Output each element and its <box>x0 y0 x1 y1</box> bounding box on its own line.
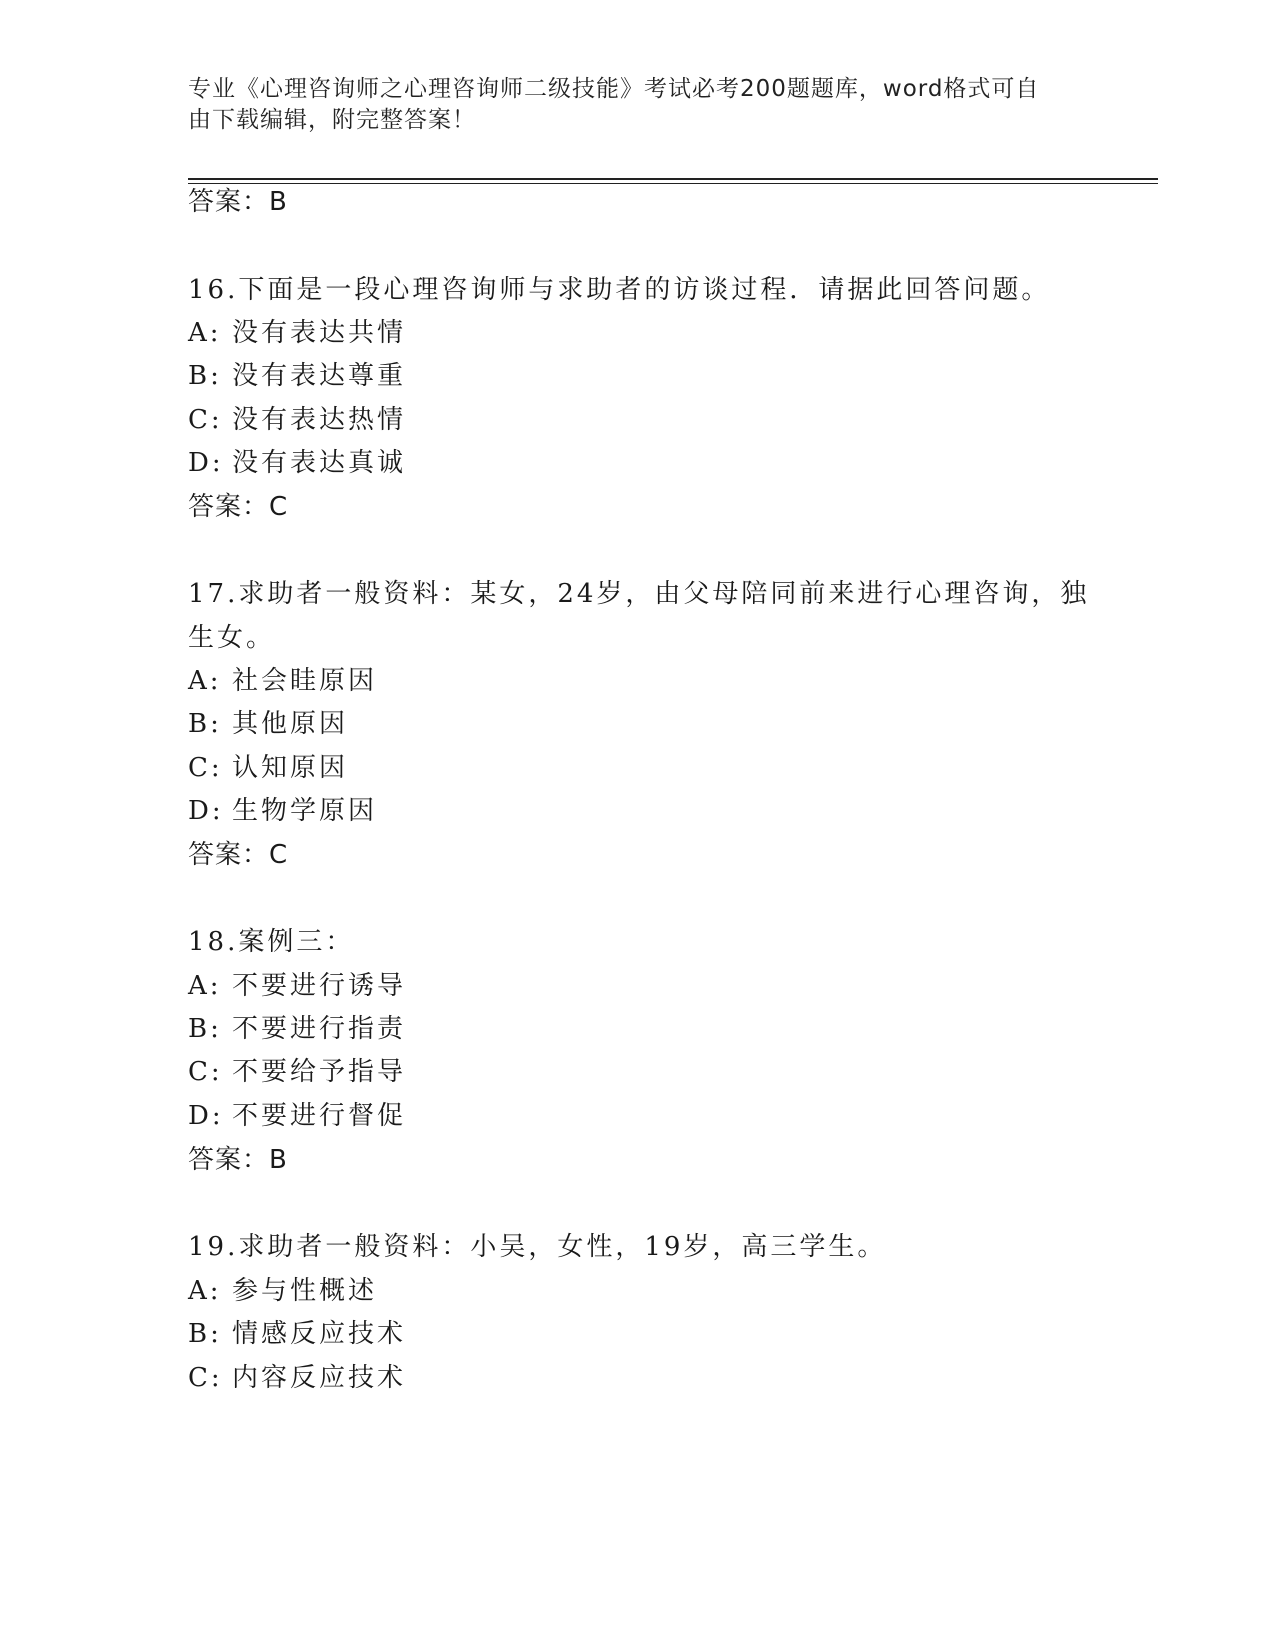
option-text: 不要进行督促 <box>232 1101 407 1131</box>
question-19-stem: 19.求助者一般资料：小吴，女性，19岁，高三学生。 <box>188 1232 887 1262</box>
question-18-option-c <box>188 1054 406 1090</box>
option-key: A: <box>188 318 222 348</box>
option-key: D: <box>188 1101 224 1131</box>
option-text: 不要进行诱导 <box>232 971 407 1001</box>
option-key: A: <box>188 666 222 696</box>
question-18-stem: 18.案例三： <box>188 927 355 957</box>
option-text: 认知原因 <box>232 753 349 783</box>
header-rule-thick <box>188 178 1158 180</box>
option-text: 没有表达共情 <box>232 318 407 348</box>
question-19-option-c <box>188 1360 406 1396</box>
option-text: 社会眭原因 <box>232 666 378 696</box>
option-text: 没有表达尊重 <box>232 361 407 391</box>
option-text: 没有表达真诚 <box>232 448 407 478</box>
option-key: A: <box>188 971 222 1001</box>
question-17-option-d <box>188 793 377 829</box>
question-16-option-a <box>188 315 406 351</box>
option-key: C: <box>188 1363 223 1393</box>
option-key: D: <box>188 796 224 826</box>
option-text: 不要进行指责 <box>232 1014 407 1044</box>
option-key: D: <box>188 448 224 478</box>
option-text: 情感反应技术 <box>232 1319 407 1349</box>
option-text: 不要给予指导 <box>232 1057 407 1087</box>
question-16-option-d <box>188 445 406 481</box>
header-line-1: 专业《心理咨询师之心理咨询师二级技能》考试必考200题题库，word格式可自 <box>188 76 1040 102</box>
question-17-option-a <box>188 663 377 699</box>
question-18-option-d <box>188 1098 406 1134</box>
header-line-2: 由下载编辑，附完整答案！ <box>188 107 476 133</box>
question-18-answer: 答案：B <box>188 1145 288 1175</box>
option-text: 内容反应技术 <box>232 1363 407 1393</box>
question-16-stem: 16.下面是一段心理咨询师与求助者的访谈过程．请据此回答问题。 <box>188 275 1051 305</box>
header-rule <box>188 178 1158 184</box>
question-17-option-b <box>188 706 348 742</box>
option-key: B: <box>188 1319 222 1349</box>
question-18-option-a <box>188 968 406 1004</box>
option-key: C: <box>188 405 223 435</box>
question-19-option-a <box>188 1273 377 1309</box>
document-header <box>188 74 1068 136</box>
header-rule-thin <box>188 183 1158 184</box>
question-17-option-c <box>188 750 348 786</box>
option-key: B: <box>188 1014 222 1044</box>
option-key: B: <box>188 361 222 391</box>
answer-prev: 答案：B <box>188 187 288 217</box>
option-key: C: <box>188 1057 223 1087</box>
question-17-answer: 答案：C <box>188 840 289 870</box>
option-key: B: <box>188 709 222 739</box>
question-19-option-b <box>188 1316 406 1352</box>
question-17-stem-cont: 生女。 <box>188 623 276 653</box>
option-text: 生物学原因 <box>232 796 378 826</box>
option-text: 参与性概述 <box>232 1276 378 1306</box>
question-17-stem: 17.求助者一般资料：某女，24岁，由父母陪同前来进行心理咨询，独 <box>188 579 1090 609</box>
question-16-option-c <box>188 402 406 438</box>
question-16-option-b <box>188 358 406 394</box>
question-18-option-b <box>188 1011 406 1047</box>
option-text: 其他原因 <box>232 709 349 739</box>
question-16-answer: 答案：C <box>188 492 289 522</box>
option-text: 没有表达热情 <box>232 405 407 435</box>
option-key: C: <box>188 753 223 783</box>
option-key: A: <box>188 1276 222 1306</box>
